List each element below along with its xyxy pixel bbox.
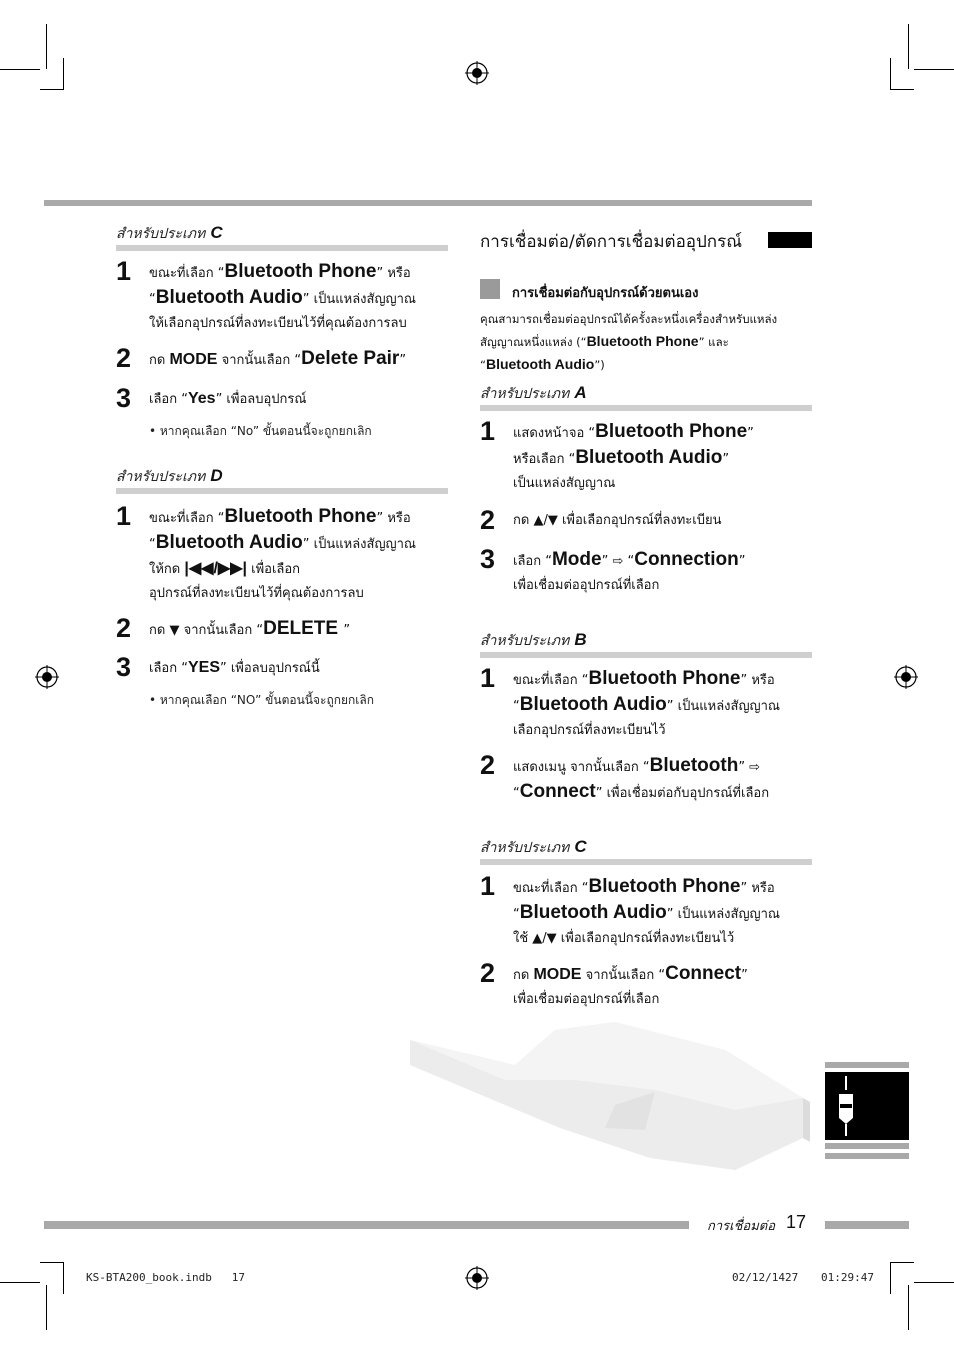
side-tab xyxy=(825,1072,909,1140)
step-2: 2 กด ▲/▼ เพื่อเลือกอุปกรณ์ที่ลงทะเบียน xyxy=(480,505,722,535)
section-heading-type-b: สำหรับประเภท B xyxy=(480,630,812,658)
connector-icon xyxy=(825,1072,909,1140)
footer-rule xyxy=(825,1221,909,1229)
connector-illustration xyxy=(405,1010,815,1175)
step-1: 1 ขณะที่เลือก “Bluetooth Phone” หรือ “Bluetooth Audio” เป็นแหล่งสัญญาณ ให้กด |◀◀/▶▶| เพื่อเลือก อุปกรณ์ที่ลงทะเบียนไว้ที่คุณต้องการลบ xyxy=(116,501,416,601)
page-number: 17 xyxy=(786,1212,807,1232)
crop-mark xyxy=(890,1262,891,1294)
registration-mark-icon xyxy=(35,665,59,689)
step-3: 3 เลือก “Yes” เพื่อลบอุปกรณ์ xyxy=(116,383,307,413)
note-bullet: • หากคุณเลือก “No” ขั้นตอนนี้จะถูกยกเลิก xyxy=(149,424,372,438)
crop-mark xyxy=(890,1262,914,1263)
page-title: การเชื่อมต่อ/ตัดการเชื่อมต่ออุปกรณ์ xyxy=(480,232,742,252)
step-3: 3 เลือก “YES” เพื่อลบอุปกรณ์นี้ xyxy=(116,652,320,682)
crop-mark xyxy=(46,1285,47,1330)
crop-mark xyxy=(890,89,914,90)
section-heading-type-c: สำหรับประเภท C xyxy=(116,223,448,251)
title-tab xyxy=(768,232,812,248)
crop-mark xyxy=(890,58,891,90)
step-1: 1 ขณะที่เลือก “Bluetooth Phone” หรือ “Bluetooth Audio” เป็นแหล่งสัญญาณ เลือกอุปกรณ์ที่ลงทะเบียนไว้ xyxy=(480,663,780,738)
crop-mark xyxy=(63,1262,64,1294)
side-tab-rule xyxy=(825,1062,909,1068)
footer-rule xyxy=(44,1221,689,1229)
note-bullet: • หากคุณเลือก “NO” ขั้นตอนนี้จะถูกยกเลิก xyxy=(149,693,375,707)
square-bullet-icon xyxy=(480,279,500,299)
crop-mark xyxy=(0,69,40,70)
registration-mark-icon xyxy=(465,1266,489,1290)
subsection-title: การเชื่อมต่อกับอุปกรณ์ด้วยตนเอง xyxy=(512,286,699,301)
crop-mark xyxy=(40,89,64,90)
section-heading-type-d: สำหรับประเภท D xyxy=(116,466,448,494)
crop-mark xyxy=(0,1282,40,1283)
step-1: 1 ขณะที่เลือก “Bluetooth Phone” หรือ “Bluetooth Audio” เป็นแหล่งสัญญาณ ให้เลือกอุปกรณ์ที่ลงทะเบียนไว้ที่คุณต้องการลบ xyxy=(116,256,416,331)
intro-paragraph: คุณสามารถเชื่อมต่ออุปกรณ์ได้ครั้งละหนึ่งเครื่องสำหรับแหล่ง สัญญาณหนึ่งแหล่ง (“Bluetooth Phone” และ “Bluetooth Audio”) xyxy=(480,312,778,372)
footer-section-label: การเชื่อมต่อ xyxy=(707,1219,776,1234)
step-2: 2 แสดงเมนู จากนั้นเลือก “Bluetooth” ⇨ “Connect” เพื่อเชื่อมต่อกับอุปกรณ์ที่เลือก xyxy=(480,750,770,802)
side-tab-rule xyxy=(825,1143,909,1149)
crop-mark xyxy=(908,24,909,69)
slug-date: 02/12/1427 xyxy=(732,1271,799,1284)
step-2: 2 กด MODE จากนั้นเลือก “Delete Pair” xyxy=(116,343,407,373)
slug-time: 01:29:47 xyxy=(821,1271,874,1284)
crop-mark xyxy=(40,1262,64,1263)
crop-mark xyxy=(914,69,954,70)
step-1: 1 ขณะที่เลือก “Bluetooth Phone” หรือ “Bluetooth Audio” เป็นแหล่งสัญญาณ ใช้ ▲/▼ เพื่อเลือกอุปกรณ์ที่ลงทะเบียนไว้ xyxy=(480,871,780,946)
crop-mark xyxy=(914,1282,954,1283)
top-rule xyxy=(44,200,812,206)
section-heading-type-a: สำหรับประเภท A xyxy=(480,383,812,411)
section-heading-type-c: สำหรับประเภท C xyxy=(480,837,812,865)
crop-mark xyxy=(46,24,47,69)
registration-mark-icon xyxy=(465,61,489,85)
crop-mark xyxy=(63,58,64,90)
step-3: 3 เลือก “Mode” ⇨ “Connection” เพื่อเชื่อมต่ออุปกรณ์ที่เลือก xyxy=(480,544,746,593)
slug-file: KS-BTA200_book.indb 17 xyxy=(86,1271,245,1284)
step-1: 1 แสดงหน้าจอ “Bluetooth Phone” หรือเลือก “Bluetooth Audio” เป็นแหล่งสัญญาณ xyxy=(480,416,754,491)
crop-mark xyxy=(908,1285,909,1330)
registration-mark-icon xyxy=(894,665,918,689)
step-2: 2 กด MODE จากนั้นเลือก “Connect” เพื่อเชื่อมต่ออุปกรณ์ที่เลือก xyxy=(480,958,748,1007)
step-2: 2 กด ▼ จากนั้นเลือก “DELETE ” xyxy=(116,613,351,643)
side-tab-rule xyxy=(825,1153,909,1159)
